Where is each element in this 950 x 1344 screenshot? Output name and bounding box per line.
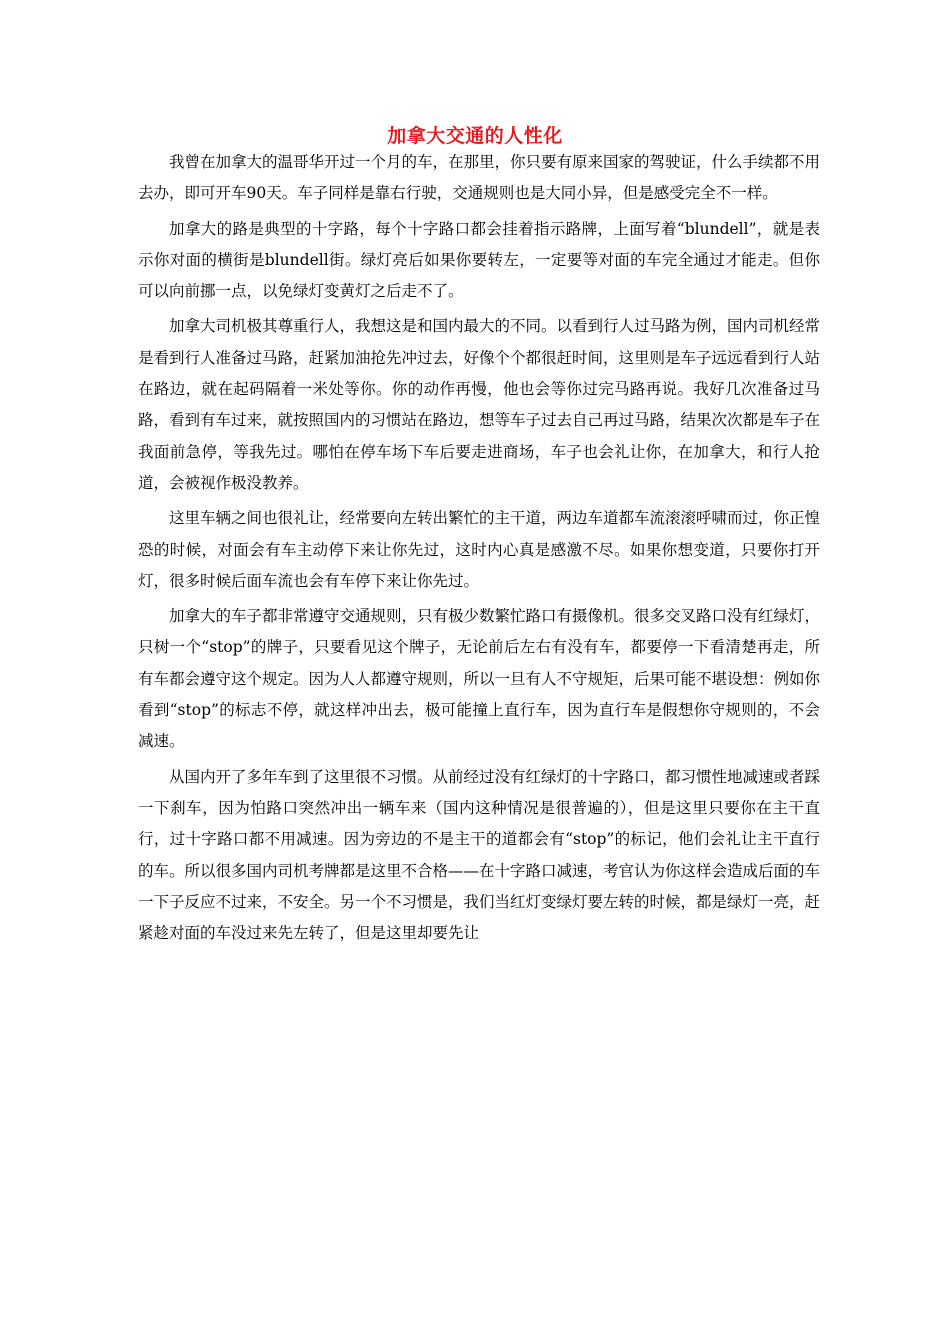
paragraph-4: 这里车辆之间也很礼让，经常要向左转出繁忙的主干道，两边车道都车流滚滚呼啸而过，你正惶恐的时候，对面会有车主动停下来让你先过，这时内心真是感激不尽。如果你想变道，只要你打开灯，很多时候后面车流也会有车停下来让你先过。 (138, 509, 821, 590)
document-body (138, 147, 820, 949)
paragraph-2: 加拿大的路是典型的十字路，每个十字路口都会挂着指示路牌，上面写着“blundell”，就是表示你对面的横街是blundell街。绿灯亮后如果你要转左，一定要等对面的车完全通过才能走。但你可以向前挪一点，以免绿灯变黄灯之后走不了。 (138, 219, 820, 301)
document-title: 加拿大交通的人性化 (387, 125, 563, 147)
paragraph-3: 加拿大司机极其尊重行人，我想这是和国内最大的不同。以看到行人过马路为例，国内司机经常是看到行人准备过马路，赶紧加油抢先冲过去，好像个个都很赶时间，这里则是车子远远看到行人站在路边，就在起码隔着一米处等你。你的动作再慢，他也会等你过完马路再说。我好几次准备过马路，看到有车过来，就按照国内的习惯站在路边，想等车子过去自己再过马路，结果次次都是车子在我面前急停，等我先过。哪怕在停车场下车后要走进商场，车子也会礼让你，在加拿大，和行人抢道，会被视作极没教养。 (138, 317, 821, 492)
paragraph-5: 加拿大的车子都非常遵守交通规则，只有极少数繁忙路口有摄像机。很多交叉路口没有红绿灯，只树一个“stop”的牌子，只要看见这个牌子，无论前后左右有没有车，都要停一下看清楚再走，所有车都会遵守这个规定。因为人人都遵守规则，所以一旦有人不守规矩，后果可能不堪设想：例如你看到“stop”的标志不停，就这样冲出去，极可能撞上直行车，因为直行车是假想你守规则的，不会减速。 (138, 607, 821, 751)
paragraph-6: 从国内开了多年车到了这里很不习惯。从前经过没有红绿灯的十字路口，都习惯性地减速或者踩一下刹车，因为怕路口突然冲出一辆车来（国内这种情况是很普遍的），但是这里只要你在主干直行，过十字路口都不用减速。因为旁边的不是主干的道都会有“stop”的标记，他们会礼让主干直行的车。所以很多国内司机考牌都是这里不合格——在十字路口减速，考官认为你这样会造成后面的车一下子反应不过来，不安全。另一个不习惯是，我们当红灯变绿灯要左转的时候，都是绿灯一亮，赶紧趁对面的车没过来先左转了，但是这里却要先让 (138, 767, 821, 943)
paragraph-1: 我曾在加拿大的温哥华开过一个月的车，在那里，你只要有原来国家的驾驶证，什么手续都不用去办，即可开车90天。车子同样是靠右行驶，交通规则也是大同小异，但是感受完全不一样。 (138, 153, 821, 203)
